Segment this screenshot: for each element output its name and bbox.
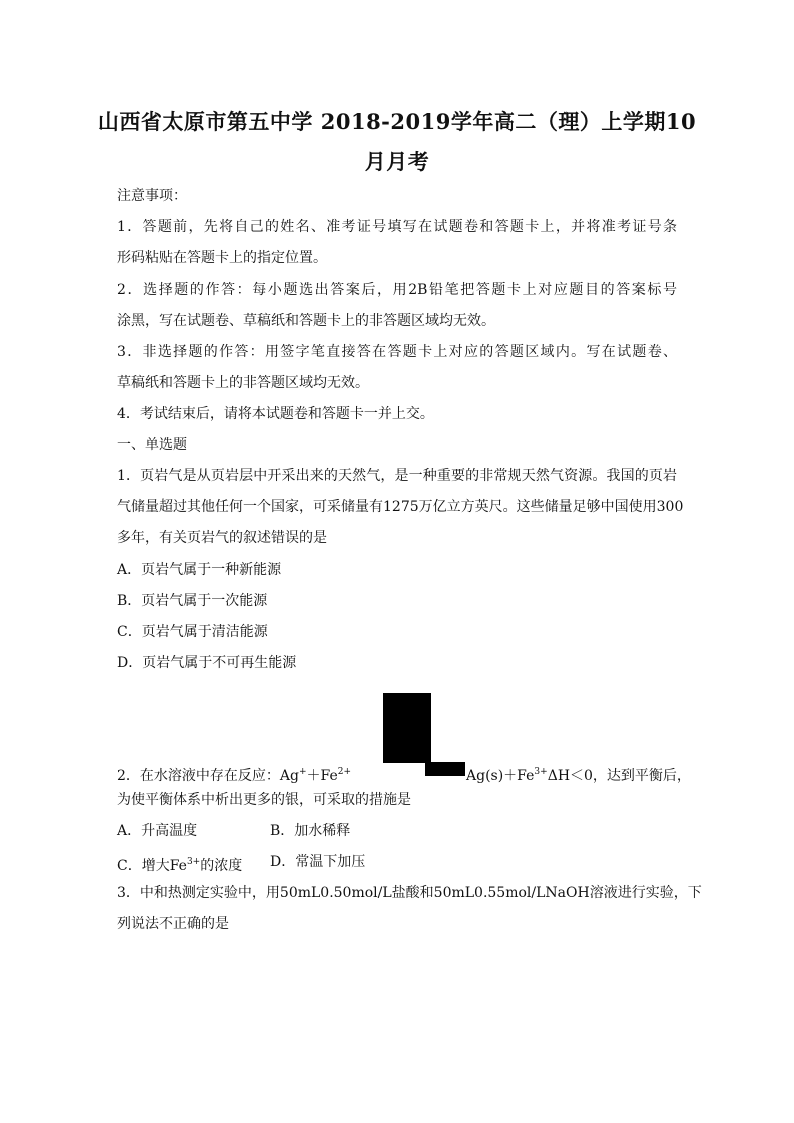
q2-line-2: 为使平衡体系中析出更多的银，可采取的措施是 [117,792,411,808]
q1-line-2: 气储量超过其他任何一个国家，可采储量有1275万亿立方英尺。这些储量足够中国使用300 [117,499,684,515]
section-heading: 一、单选题 [117,437,187,453]
equation-image-placeholder-top [383,693,431,763]
q2-line-1-right [466,762,691,786]
q2-suffix-b: ΔH＜0，达到平衡后， [547,768,691,784]
title-line-1: 山西省太原市第五中学 2018-2019学年高二（理）上学期10 [97,109,697,134]
q2-option-c [117,852,242,876]
q1-option-c: C．页岩气属于清洁能源 [117,624,268,640]
q2-option-c-sup: 3+ [186,857,201,867]
notice-3-line-1: 3．非选择题的作答：用签字笔直接答在答题卡上对应的答题区域内。写在试题卷、 [117,344,677,360]
q2-line-1-left [117,762,351,786]
q2-suffix-a: Ag(s)＋Fe [466,768,535,784]
q1-option-b: B．页岩气属于一次能源 [117,593,268,609]
notice-3-line-2: 草稿纸和答题卡上的非答题区域均无效。 [117,375,369,391]
q2-option-b: B．加水稀释 [270,823,351,839]
q2-mid: ＋Fe [306,768,338,784]
notice-2-line-1: 2．选择题的作答：每小题选出答案后，用2B铅笔把答题卡上对应题目的答案标号 [117,282,677,298]
notice-heading: 注意事项： [117,188,187,204]
notice-1-line-1: 1．答题前，先将自己的姓名、准考证号填写在试题卷和答题卡上，并将准考证号条 [117,219,677,235]
q1-option-a: A．页岩气属于一种新能源 [117,562,282,578]
q1-option-d: D．页岩气属于不可再生能源 [117,655,297,671]
q2-option-c-b: 的浓度 [200,858,243,874]
q1-line-3: 多年，有关页岩气的叙述错误的是 [117,530,327,546]
q2-sup-ag: + [298,767,307,777]
q3-line-1: 3．中和热测定实验中，用50mL0.50mol/L盐酸和50mL0.55mol/LNaOH溶液进行实验，下 [117,885,702,901]
q2-sup-fe2: 2+ [337,767,352,777]
notice-4-line-1: 4．考试结束后，请将本试题卷和答题卡一并上交。 [117,406,434,422]
notice-1-line-2: 形码粘贴在答题卡上的指定位置。 [117,250,327,266]
notice-2-line-2: 涂黑，写在试题卷、草稿纸和答题卡上的非答题区域均无效。 [117,313,495,329]
q2-option-d: D．常温下加压 [270,854,366,870]
q1-line-1: 1．页岩气是从页岩层中开采出来的天然气，是一种重要的非常规天然气资源。我国的页岩 [117,468,677,484]
q2-option-a: A．升高温度 [117,823,198,839]
q2-sup-fe3: 3+ [534,767,548,777]
q3-line-2: 列说法不正确的是 [117,916,229,932]
equation-image-placeholder-bottom [425,762,465,776]
q2-option-c-a: C．增大Fe [117,858,187,874]
q2-prefix: 2．在水溶液中存在反应：Ag [117,768,299,784]
title-line-2: 月月考 [364,149,430,174]
